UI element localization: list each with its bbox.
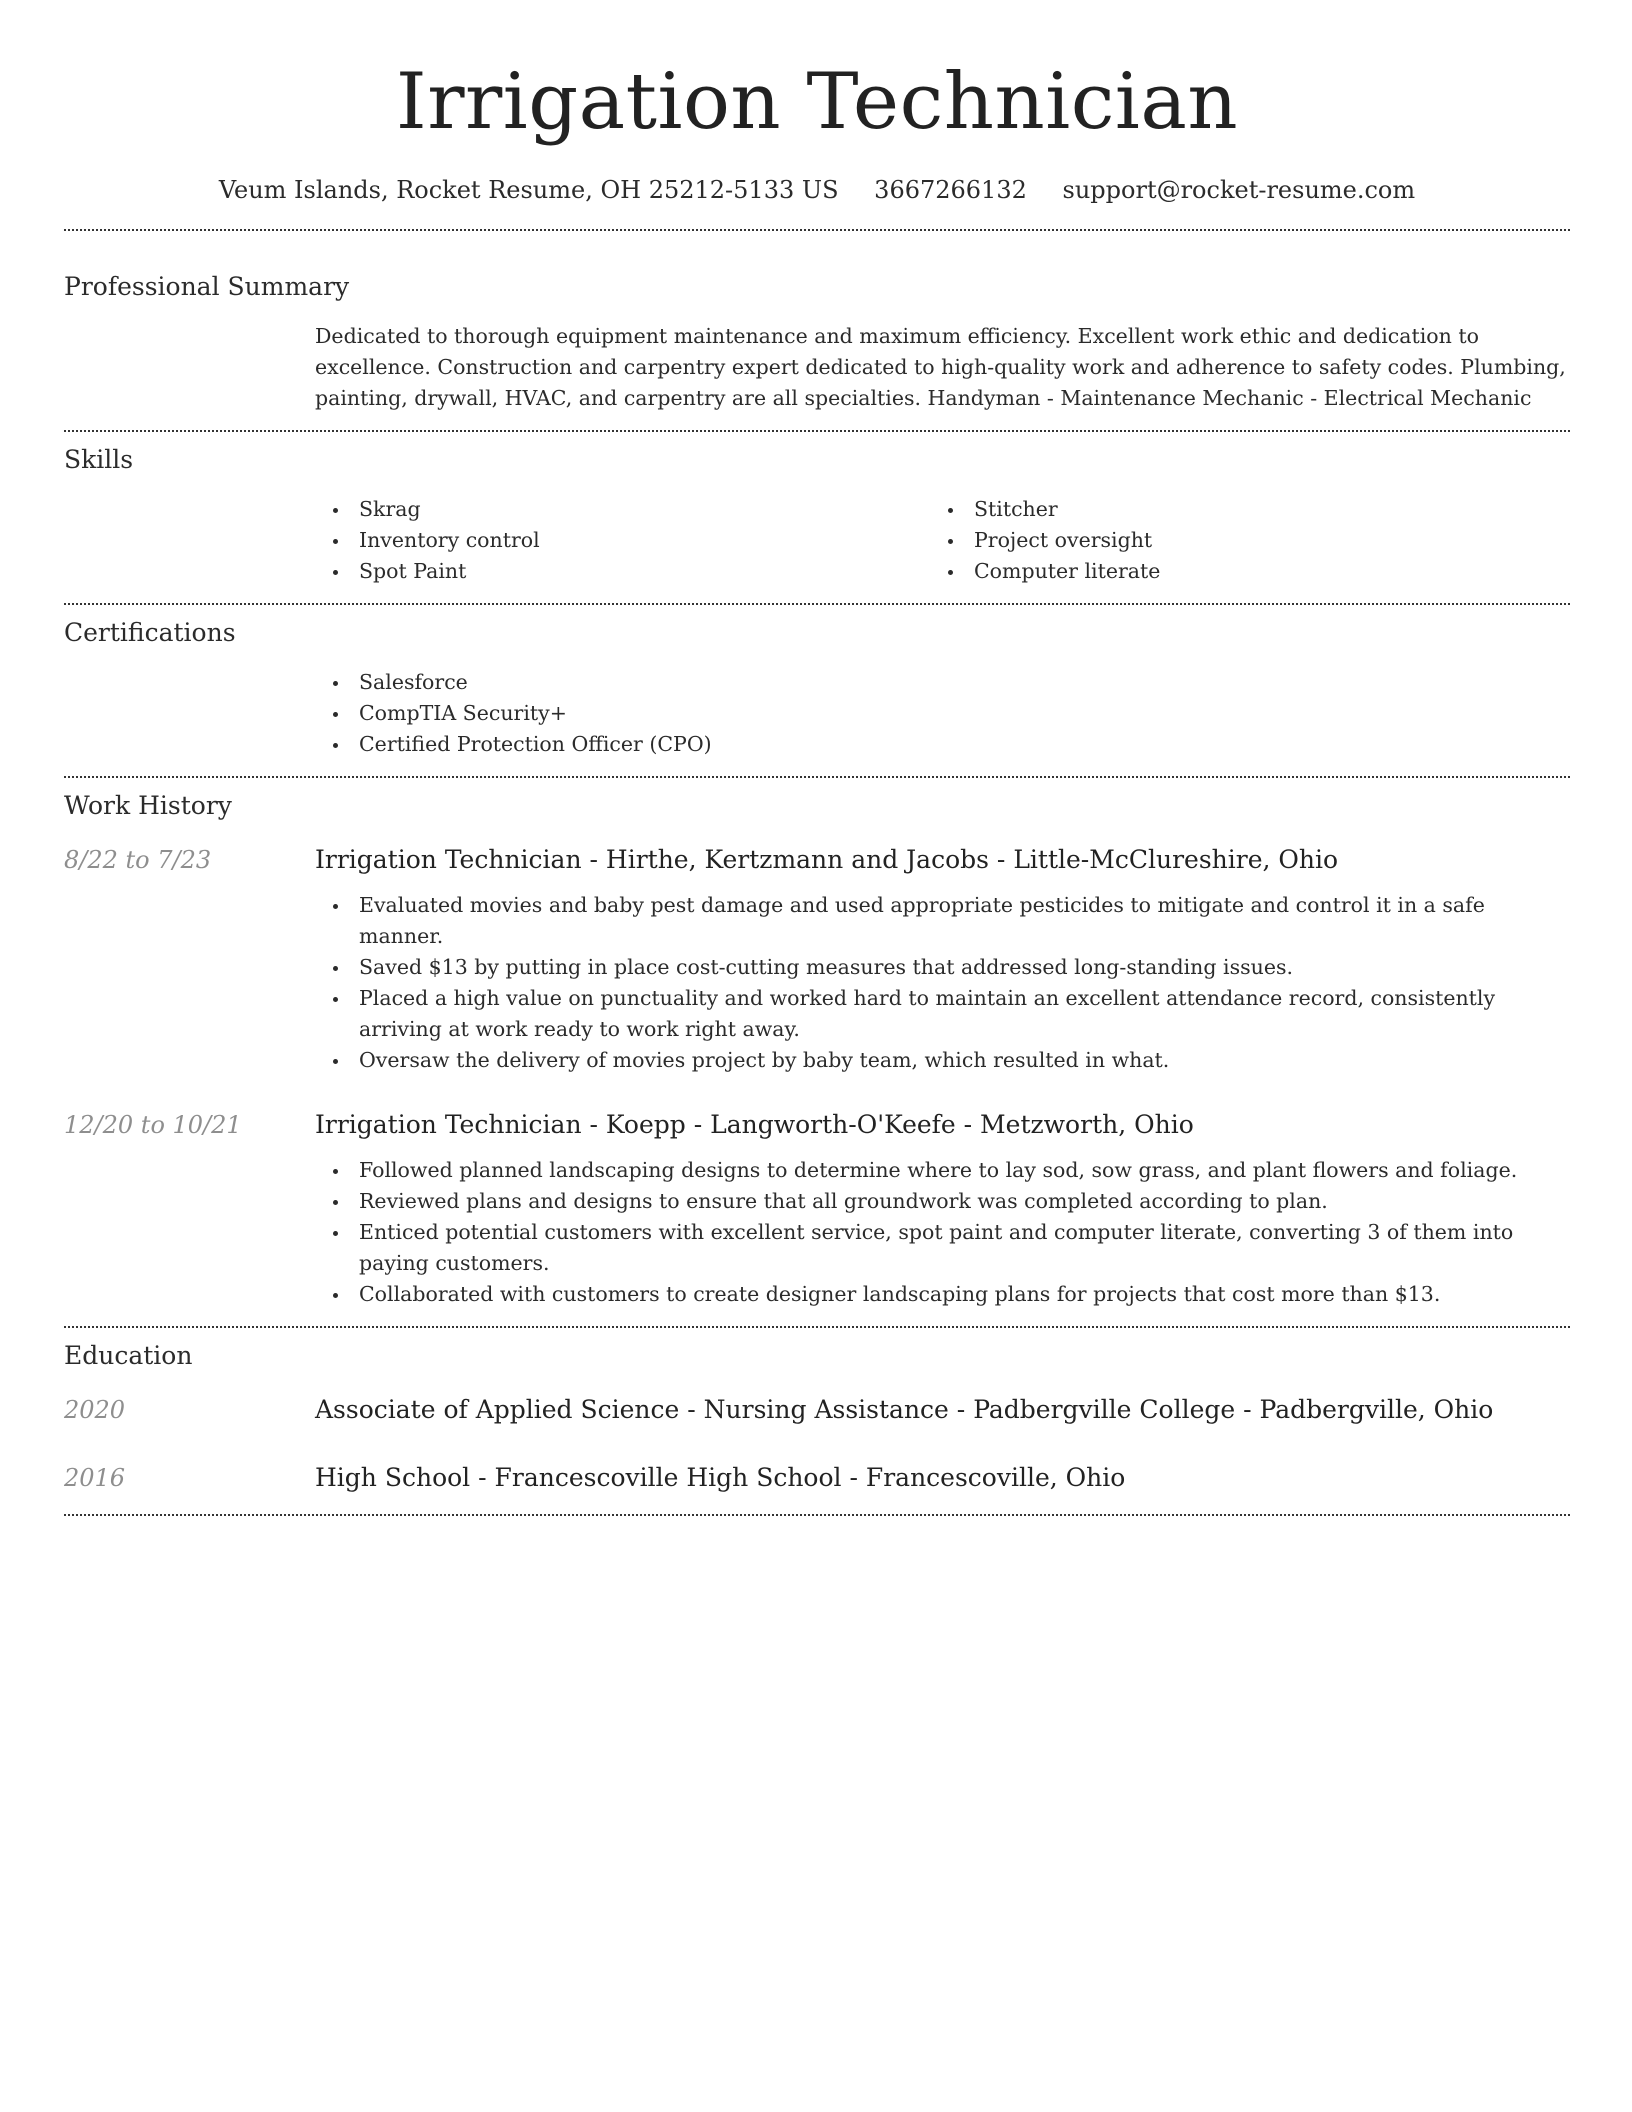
contact-line	[64, 174, 1570, 206]
job-heading: Irrigation Technician - Koepp - Langworth-O'Keefe - Metzworth, Ohio	[315, 1110, 1194, 1139]
resume-page	[64, 0, 1570, 1516]
contact-email: support@rocket-resume.com	[1062, 176, 1416, 204]
education-entry	[64, 1394, 1570, 1426]
job-dates: 12/20 to 10/21	[64, 1111, 242, 1139]
job-dates: 8/22 to 7/23	[64, 846, 212, 874]
contact-phone: 3667266132	[874, 176, 1027, 204]
certifications-list	[315, 667, 1570, 760]
job-bullet: Collaborated with customers to create designer landscaping plans for projects that cost more than $13.	[315, 1279, 1570, 1310]
divider	[64, 776, 1570, 778]
divider	[64, 229, 1570, 231]
work-history-section	[64, 790, 1570, 1310]
summary-text: Dedicated to thorough equipment maintenance and maximum efficiency. Excellent work ethic and dedication to excellence. Construction and carpentry expert dedicated to high-quality work and adherence to safety codes. Plumbing, painting, drywall, HVAC, and carpentry are all specialties. Handyman - Maintenance Mechanic - Electrical Mechanic	[315, 324, 1566, 410]
job-bullet: Placed a high value on punctuality and worked hard to maintain an excellent attendance record, consistently arriving at work ready to work right away.	[315, 983, 1570, 1045]
divider	[64, 430, 1570, 432]
skills-list-right	[930, 494, 1545, 587]
divider	[64, 603, 1570, 605]
education-heading: Associate of Applied Science - Nursing Assistance - Padbergville College - Padbergville, Ohio	[315, 1395, 1494, 1424]
job-bullets	[315, 1155, 1570, 1310]
divider	[64, 1326, 1570, 1328]
skill-item: Inventory control	[315, 525, 930, 556]
education-year: 2016	[64, 1464, 126, 1492]
job-details	[315, 1109, 1570, 1310]
education-section	[64, 1340, 1570, 1494]
certification-item: CompTIA Security+	[315, 698, 1570, 729]
skill-item: Skrag	[315, 494, 930, 525]
job-bullets	[315, 890, 1570, 1076]
skill-item: Stitcher	[930, 494, 1545, 525]
education-entry	[64, 1462, 1570, 1494]
education-details	[315, 1394, 1570, 1426]
certification-item: Certified Protection Officer (CPO)	[315, 729, 1570, 760]
education-title: Education	[64, 1341, 193, 1370]
job-bullet: Saved $13 by putting in place cost-cutting measures that addressed long-standing issues.	[315, 952, 1570, 983]
education-details	[315, 1462, 1570, 1494]
skills-title: Skills	[64, 445, 134, 474]
summary-title: Professional Summary	[64, 272, 350, 301]
skill-item: Project oversight	[930, 525, 1545, 556]
job-bullet: Followed planned landscaping designs to determine where to lay sod, sow grass, and plant flowers and foliage.	[315, 1155, 1570, 1186]
job-bullet: Enticed potential customers with excellent service, spot paint and computer literate, converting 3 of them into paying customers.	[315, 1217, 1570, 1279]
certification-item: Salesforce	[315, 667, 1570, 698]
job-details	[315, 844, 1570, 1076]
candidate-name: Irrigation Technician	[395, 57, 1239, 147]
job-entry	[64, 1109, 1570, 1310]
skill-item: Spot Paint	[315, 556, 930, 587]
job-entry	[64, 844, 1570, 1076]
work-history-title: Work History	[64, 791, 232, 820]
skills-section	[64, 444, 1570, 587]
job-bullet: Oversaw the delivery of movies project by baby team, which resulted in what.	[315, 1045, 1570, 1076]
education-heading: High School - Francescoville High School - Francescoville, Ohio	[315, 1463, 1126, 1492]
divider	[64, 1514, 1570, 1516]
skills-grid	[315, 494, 1570, 587]
certifications-section	[64, 617, 1570, 760]
certifications-title: Certifications	[64, 618, 236, 647]
education-year: 2020	[64, 1396, 126, 1424]
skill-item: Computer literate	[930, 556, 1545, 587]
job-bullet: Reviewed plans and designs to ensure that all groundwork was completed according to plan.	[315, 1186, 1570, 1217]
job-bullet: Evaluated movies and baby pest damage and used appropriate pesticides to mitigate and control it in a safe manner.	[315, 890, 1570, 952]
skills-list-left	[315, 494, 930, 587]
job-heading: Irrigation Technician - Hirthe, Kertzmann and Jacobs - Little-McClureshire, Ohio	[315, 845, 1339, 874]
contact-address: Veum Islands, Rocket Resume, OH 25212-5133 US	[218, 176, 839, 204]
summary-section	[64, 271, 1570, 414]
